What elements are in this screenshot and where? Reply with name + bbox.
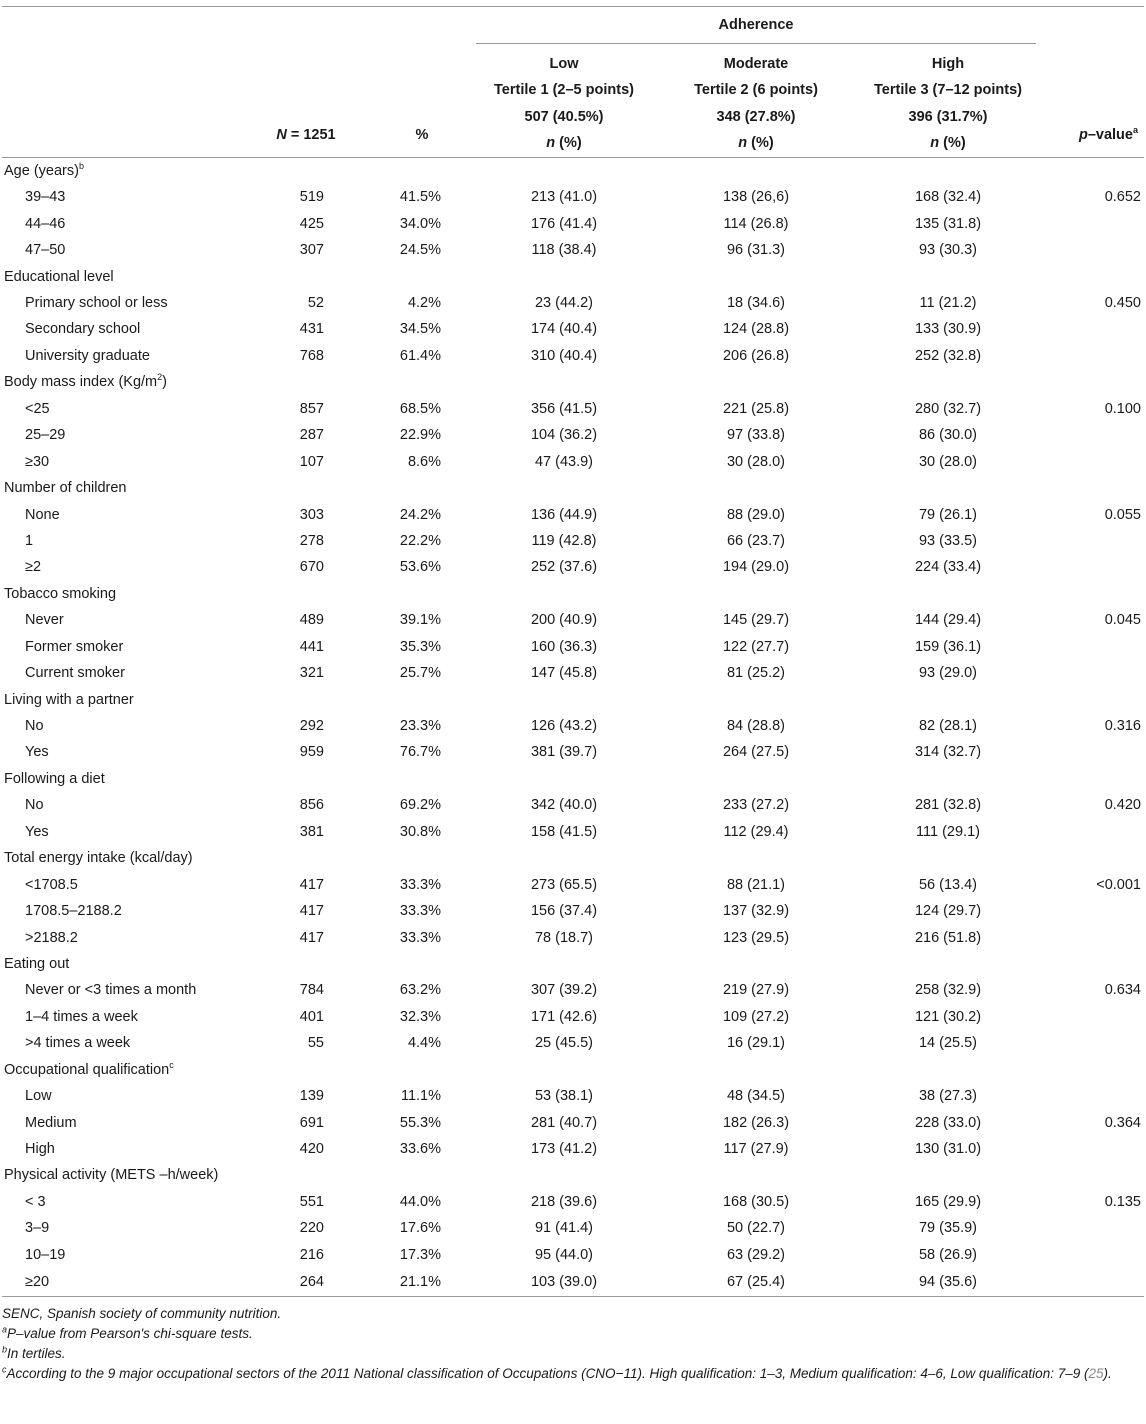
row-label: University graduate [25, 347, 150, 364]
cell-moderate: 221 (25.8) [722, 400, 790, 417]
cell-p-value: <0.001 [1096, 876, 1141, 893]
category-row [2, 581, 1144, 607]
cell-p-value: 0.100 [1104, 400, 1141, 417]
cell-high: 133 (30.9) [914, 321, 982, 338]
row-label: High [25, 1141, 55, 1158]
category-label: Physical activity (METS –h/week) [4, 1167, 219, 1184]
cell-moderate: 88 (29.0) [726, 506, 786, 523]
cell-p-value [1036, 554, 1144, 580]
cell-n: 768 [299, 347, 324, 364]
cell-n: 401 [299, 1008, 324, 1025]
cell-moderate: 137 (32.9) [722, 903, 790, 920]
table-row [2, 713, 1144, 739]
cell-p-value [1036, 1004, 1144, 1030]
header-moderate: Moderate Tertile 2 (6 points) 348 (27.8%) n (%) [694, 56, 818, 152]
cell-high: 79 (26.1) [918, 506, 978, 523]
table-row [2, 528, 1144, 554]
cell-moderate: 109 (27.2) [722, 1008, 790, 1025]
cell-high: 144 (29.4) [914, 612, 982, 629]
cell-low: 307 (39.2) [530, 982, 598, 999]
cell-p-value [1036, 898, 1144, 924]
cell-low: 103 (39.0) [476, 1268, 652, 1297]
reference-link[interactable]: 25 [1088, 1366, 1104, 1381]
cell-n: 417 [299, 876, 324, 893]
category-row [2, 369, 1144, 395]
table-row [2, 1268, 1144, 1297]
row-label: ≥2 [25, 559, 42, 576]
cell-percent: 63.2% [399, 982, 441, 999]
cell-low: 126 (43.2) [530, 718, 598, 735]
category-label: Eating out [4, 955, 70, 972]
cell-n: 278 [299, 532, 324, 549]
cell-high: 159 (36.1) [914, 638, 982, 655]
cell-low: 158 (41.5) [530, 823, 598, 840]
cell-high: 14 (25.5) [918, 1035, 978, 1052]
cell-n: 321 [299, 665, 324, 682]
cell-high: 124 (29.7) [914, 903, 982, 920]
category-label: Total energy intake (kcal/day) [4, 850, 193, 867]
table-row [2, 1004, 1144, 1030]
cell-moderate: 124 (28.8) [722, 321, 790, 338]
header-row-groups [2, 45, 1144, 157]
cell-p-value [1036, 316, 1144, 342]
table-row [2, 871, 1144, 897]
cell-n: 107 [299, 453, 324, 470]
table-row [2, 316, 1144, 342]
cell-high: 252 (32.8) [914, 347, 982, 364]
table-row [2, 977, 1144, 1003]
cell-high: 216 (51.8) [914, 929, 982, 946]
table-row [2, 290, 1144, 316]
cell-n: 784 [299, 982, 324, 999]
cell-low: 342 (40.0) [530, 797, 598, 814]
cell-percent: 4.4% [407, 1035, 441, 1052]
cell-moderate: 96 (31.3) [726, 242, 786, 259]
cell-moderate: 67 (25.4) [652, 1268, 860, 1297]
cell-moderate: 50 (22.7) [726, 1220, 786, 1237]
cell-p-value [1036, 1136, 1144, 1162]
cell-low: 174 (40.4) [530, 321, 598, 338]
table-row [2, 607, 1144, 633]
cell-n: 216 [299, 1246, 324, 1263]
cell-low: 47 (43.9) [534, 453, 594, 470]
cell-n: 52 [307, 295, 324, 312]
table-row [2, 422, 1144, 448]
cell-n: 220 [299, 1220, 324, 1237]
category-row [2, 951, 1144, 977]
cell-p-value: 0.364 [1104, 1114, 1141, 1131]
cell-moderate: 138 (26,6) [722, 189, 790, 206]
cell-low: 156 (37.4) [530, 903, 598, 920]
cell-p-value: 0.045 [1104, 612, 1141, 629]
adherence-table [2, 6, 1144, 1297]
cell-moderate: 30 (28.0) [726, 453, 786, 470]
cell-low: 119 (42.8) [531, 532, 597, 549]
cell-moderate: 233 (27.2) [722, 797, 790, 814]
cell-p-value [1036, 739, 1144, 765]
cell-high: 93 (29.0) [918, 665, 978, 682]
cell-high: 314 (32.7) [914, 744, 982, 761]
cell-p-value: 0.055 [1104, 506, 1141, 523]
footnotes [2, 1305, 1142, 1383]
table-row [2, 1215, 1144, 1241]
cell-moderate: 145 (29.7) [722, 612, 790, 629]
row-label: Primary school or less [25, 295, 168, 312]
row-label: 1708.5–2188.2 [25, 903, 122, 920]
row-label: Former smoker [25, 638, 124, 655]
table-row [2, 634, 1144, 660]
cell-low: 273 (65.5) [530, 876, 598, 893]
cell-percent: 17.3% [399, 1246, 441, 1263]
cell-n: 489 [299, 612, 324, 629]
cell-percent: 22.2% [399, 532, 441, 549]
cell-high: 93 (30.3) [918, 242, 978, 259]
category-row [2, 1162, 1144, 1188]
footnote-b: $^b$In tertiles. [2, 1344, 66, 1361]
cell-low: 147 (45.8) [530, 665, 598, 682]
row-label: 39–43 [25, 189, 66, 206]
cell-n: 381 [299, 823, 324, 840]
cell-percent: 53.6% [399, 559, 441, 576]
cell-high: 11 (21.2) [919, 295, 977, 312]
cell-n: 857 [299, 400, 324, 417]
cell-percent: 33.3% [399, 929, 441, 946]
cell-moderate: 219 (27.9) [722, 982, 790, 999]
cell-percent: 11.1% [400, 1088, 441, 1105]
cell-percent: 76.7% [399, 744, 441, 761]
cell-percent: 23.3% [399, 718, 441, 735]
table-row [2, 396, 1144, 422]
row-label: None [25, 506, 60, 523]
cell-high: 224 (33.4) [914, 559, 982, 576]
cell-p-value [1036, 1030, 1144, 1056]
category-row [2, 686, 1144, 712]
cell-low: 25 (45.5) [534, 1035, 594, 1052]
row-label: 47–50 [25, 242, 66, 259]
cell-n: 417 [299, 929, 324, 946]
table-row [2, 343, 1144, 369]
cell-p-value: 0.450 [1104, 295, 1141, 312]
cell-p-value: 0.634 [1104, 982, 1141, 999]
table-row [2, 1242, 1144, 1268]
header-percent: % [415, 127, 429, 144]
cell-high: 168 (32.4) [914, 189, 982, 206]
cell-low: 381 (39.7) [530, 744, 598, 761]
cell-high: 86 (30.0) [918, 427, 978, 444]
cell-moderate: 84 (28.8) [726, 718, 786, 735]
cell-high: 135 (31.8) [914, 215, 982, 232]
category-label: Occupational qualification$^c$ [4, 1059, 174, 1078]
table-row [2, 1083, 1144, 1109]
table-row [2, 819, 1144, 845]
cell-low: 252 (37.6) [530, 559, 598, 576]
footnote-a: $^a$P–value from Pearson's chi-square tests. [2, 1324, 253, 1341]
cell-moderate: 81 (25.2) [726, 665, 786, 682]
row-label: 44–46 [25, 215, 66, 232]
table-row [2, 924, 1144, 950]
footnote-c: $^c$According to the 9 major occupational sectors of the 2011 National classification of Occupations (CNO−11). High qualification: 1–3, Medium qualification: 4–6, Low qualification: 7–9 (25). [2, 1364, 1112, 1381]
cell-moderate: 16 (29.1) [726, 1035, 786, 1052]
cell-percent: 61.4% [399, 347, 441, 364]
table-row [2, 660, 1144, 686]
cell-p-value [1036, 660, 1144, 686]
table-row [2, 898, 1144, 924]
cell-high: 56 (13.4) [918, 876, 978, 893]
cell-n: 519 [299, 189, 324, 206]
row-label: 10–19 [25, 1246, 66, 1263]
cell-n: 959 [299, 744, 324, 761]
header-high: High Tertile 3 (7–12 points) 396 (31.7%) n (%) [874, 56, 1022, 152]
cell-moderate: 264 (27.5) [722, 744, 790, 761]
cell-low: 356 (41.5) [530, 400, 598, 417]
cell-n: 287 [299, 427, 324, 444]
cell-n: 425 [299, 215, 324, 232]
row-label: ≥30 [25, 453, 50, 470]
cell-p-value [1036, 211, 1144, 237]
cell-p-value [1036, 1242, 1144, 1268]
cell-percent: 33.3% [399, 903, 441, 920]
row-label: <1708.5 [25, 876, 78, 893]
cell-p-value: 0.316 [1104, 718, 1141, 735]
category-row [2, 845, 1144, 871]
cell-percent: 33.6% [399, 1141, 441, 1158]
row-label: 25–29 [25, 427, 66, 444]
table-row [2, 1189, 1144, 1215]
cell-p-value [1036, 422, 1144, 448]
cell-p-value [1036, 924, 1144, 950]
cell-moderate: 194 (29.0) [722, 559, 790, 576]
category-label: Age (years)$^b$ [4, 161, 84, 179]
cell-moderate: 206 (26.8) [722, 347, 790, 364]
cell-p-value [1036, 1268, 1144, 1297]
cell-n: 670 [299, 559, 324, 576]
cell-percent: 30.8% [399, 823, 441, 840]
header-n-total: N = 1251 [276, 127, 336, 144]
category-row [2, 263, 1144, 289]
cell-n: 417 [299, 903, 324, 920]
cell-high: 93 (33.5) [918, 532, 978, 549]
row-label: No [25, 797, 44, 814]
cell-n: 139 [299, 1088, 324, 1105]
category-label: Living with a partner [4, 691, 134, 708]
table-row [2, 1030, 1144, 1056]
cell-percent: 35.3% [399, 638, 441, 655]
table-row [2, 237, 1144, 263]
row-label: Secondary school [25, 321, 141, 338]
cell-p-value [1036, 634, 1144, 660]
cell-moderate: 112 (29.4) [723, 823, 789, 840]
category-row [2, 157, 1144, 184]
cell-n: 292 [299, 718, 324, 735]
cell-n: 307 [299, 242, 324, 259]
header-p-value: p–value$^a$ [1078, 125, 1138, 144]
table-row [2, 1109, 1144, 1135]
table-row [2, 792, 1144, 818]
row-label: ≥20 [2, 1268, 244, 1297]
cell-p-value [1036, 528, 1144, 554]
cell-low: 136 (44.9) [530, 506, 598, 523]
cell-percent: 41.5% [399, 189, 441, 206]
cell-p-value [1036, 1215, 1144, 1241]
cell-high: 38 (27.3) [918, 1088, 978, 1105]
category-label: Following a diet [4, 770, 105, 787]
cell-moderate: 97 (33.8) [726, 427, 786, 444]
cell-percent: 21.1% [368, 1268, 476, 1297]
cell-p-value: 0.420 [1104, 797, 1141, 814]
cell-low: 91 (41.4) [534, 1220, 594, 1237]
cell-n: 431 [299, 321, 324, 338]
cell-moderate: 88 (21.1) [726, 876, 786, 893]
cell-low: 218 (39.6) [530, 1193, 598, 1210]
row-label: >4 times a week [25, 1035, 131, 1052]
category-row [2, 475, 1144, 501]
cell-n: 856 [299, 797, 324, 814]
cell-high: 30 (28.0) [918, 453, 978, 470]
cell-low: 200 (40.9) [530, 612, 598, 629]
category-row [2, 766, 1144, 792]
cell-p-value: 0.652 [1104, 189, 1141, 206]
row-label: Current smoker [25, 665, 125, 682]
cell-n: 420 [299, 1141, 324, 1158]
row-label: Never or <3 times a month [25, 982, 197, 999]
cell-high: 79 (35.9) [918, 1220, 978, 1237]
cell-p-value [1036, 237, 1144, 263]
cell-percent: 34.5% [399, 321, 441, 338]
cell-low: 160 (36.3) [530, 638, 598, 655]
cell-high: 165 (29.9) [914, 1193, 982, 1210]
row-label: 1–4 times a week [25, 1008, 138, 1025]
cell-n: 55 [307, 1035, 324, 1052]
row-label: 3–9 [25, 1220, 50, 1237]
table-row [2, 184, 1144, 210]
cell-moderate: 63 (29.2) [726, 1246, 786, 1263]
cell-high: 280 (32.7) [914, 400, 982, 417]
cell-low: 173 (41.2) [530, 1141, 598, 1158]
cell-n: 551 [299, 1193, 324, 1210]
table-body [2, 157, 1144, 1296]
cell-percent: 24.5% [399, 242, 441, 259]
cell-low: 104 (36.2) [530, 427, 598, 444]
cell-n: 303 [299, 506, 324, 523]
cell-percent: 24.2% [399, 506, 441, 523]
cell-low: 78 (18.7) [534, 929, 594, 946]
row-label: >2188.2 [25, 929, 78, 946]
cell-high: 130 (31.0) [914, 1141, 982, 1158]
row-label: Yes [25, 823, 49, 840]
cell-percent: 34.0% [399, 215, 441, 232]
row-label: Never [25, 612, 64, 629]
category-label: Number of children [4, 480, 127, 497]
cell-p-value [1036, 448, 1144, 474]
cell-moderate: 18 (34.6) [726, 295, 786, 312]
table-row [2, 739, 1144, 765]
cell-high: 82 (28.1) [918, 718, 978, 735]
adherence-header: Adherence [476, 7, 1036, 46]
cell-p-value [1036, 819, 1144, 845]
cell-high: 94 (35.6) [860, 1268, 1036, 1297]
cell-n: 441 [299, 638, 324, 655]
cell-percent: 69.2% [399, 797, 441, 814]
table-row [2, 448, 1144, 474]
cell-high: 111 (29.1) [916, 823, 980, 840]
cell-percent: 17.6% [399, 1220, 441, 1237]
cell-low: 213 (41.0) [530, 189, 598, 206]
cell-high: 258 (32.9) [914, 982, 982, 999]
cell-low: 171 (42.6) [530, 1008, 598, 1025]
cell-low: 95 (44.0) [534, 1246, 594, 1263]
row-label: Low [25, 1088, 52, 1105]
cell-high: 228 (33.0) [914, 1114, 982, 1131]
cell-moderate: 182 (26.3) [722, 1114, 790, 1131]
cell-percent: 22.9% [399, 427, 441, 444]
cell-moderate: 168 (30.5) [722, 1193, 790, 1210]
cell-p-value [1036, 1083, 1144, 1109]
cell-low: 23 (44.2) [534, 295, 594, 312]
cell-n: 691 [299, 1114, 324, 1131]
row-label: No [25, 718, 44, 735]
cell-percent: 32.3% [399, 1008, 441, 1025]
row-label: < 3 [25, 1193, 46, 1210]
cell-high: 281 (32.8) [914, 797, 982, 814]
cell-low: 118 (38.4) [531, 242, 597, 259]
cell-moderate: 66 (23.7) [726, 532, 786, 549]
category-label: Educational level [4, 268, 114, 285]
header-low: Low Tertile 1 (2–5 points) 507 (40.5%) n (%) [494, 56, 634, 152]
cell-percent: 68.5% [399, 400, 441, 417]
table-row [2, 501, 1144, 527]
cell-low: 176 (41.4) [530, 215, 598, 232]
table-row [2, 1136, 1144, 1162]
cell-percent: 33.3% [399, 876, 441, 893]
cell-low: 310 (40.4) [530, 347, 598, 364]
cell-percent: 39.1% [399, 612, 441, 629]
category-label: Tobacco smoking [4, 585, 117, 602]
footnote-senc: SENC, Spanish society of community nutrition. [2, 1306, 282, 1321]
cell-percent: 4.2% [407, 295, 441, 312]
row-label: 1 [25, 532, 34, 549]
cell-n: 264 [244, 1268, 368, 1297]
cell-percent: 44.0% [399, 1193, 441, 1210]
row-label: Yes [25, 744, 49, 761]
cell-moderate: 123 (29.5) [722, 929, 790, 946]
category-label: Body mass index $(Kg/m^2)$ [4, 372, 167, 391]
cell-low: 281 (40.7) [530, 1114, 598, 1131]
cell-percent: 8.6% [407, 453, 441, 470]
row-label: <25 [25, 400, 50, 417]
cell-percent: 55.3% [399, 1114, 441, 1131]
cell-moderate: 122 (27.7) [722, 638, 790, 655]
cell-low: 53 (38.1) [534, 1088, 594, 1105]
cell-percent: 25.7% [399, 665, 441, 682]
row-label: Medium [25, 1114, 77, 1131]
cell-high: 58 (26.9) [918, 1246, 978, 1263]
cell-p-value: 0.135 [1104, 1193, 1141, 1210]
cell-moderate: 117 (27.9) [723, 1141, 789, 1158]
table-row [2, 211, 1144, 237]
cell-moderate: 48 (34.5) [726, 1088, 786, 1105]
cell-moderate: 114 (26.8) [723, 215, 789, 232]
cell-high: 121 (30.2) [914, 1008, 982, 1025]
header-row-adherence [2, 7, 1144, 46]
cell-p-value [1036, 343, 1144, 369]
table-row [2, 554, 1144, 580]
category-row [2, 1057, 1144, 1083]
